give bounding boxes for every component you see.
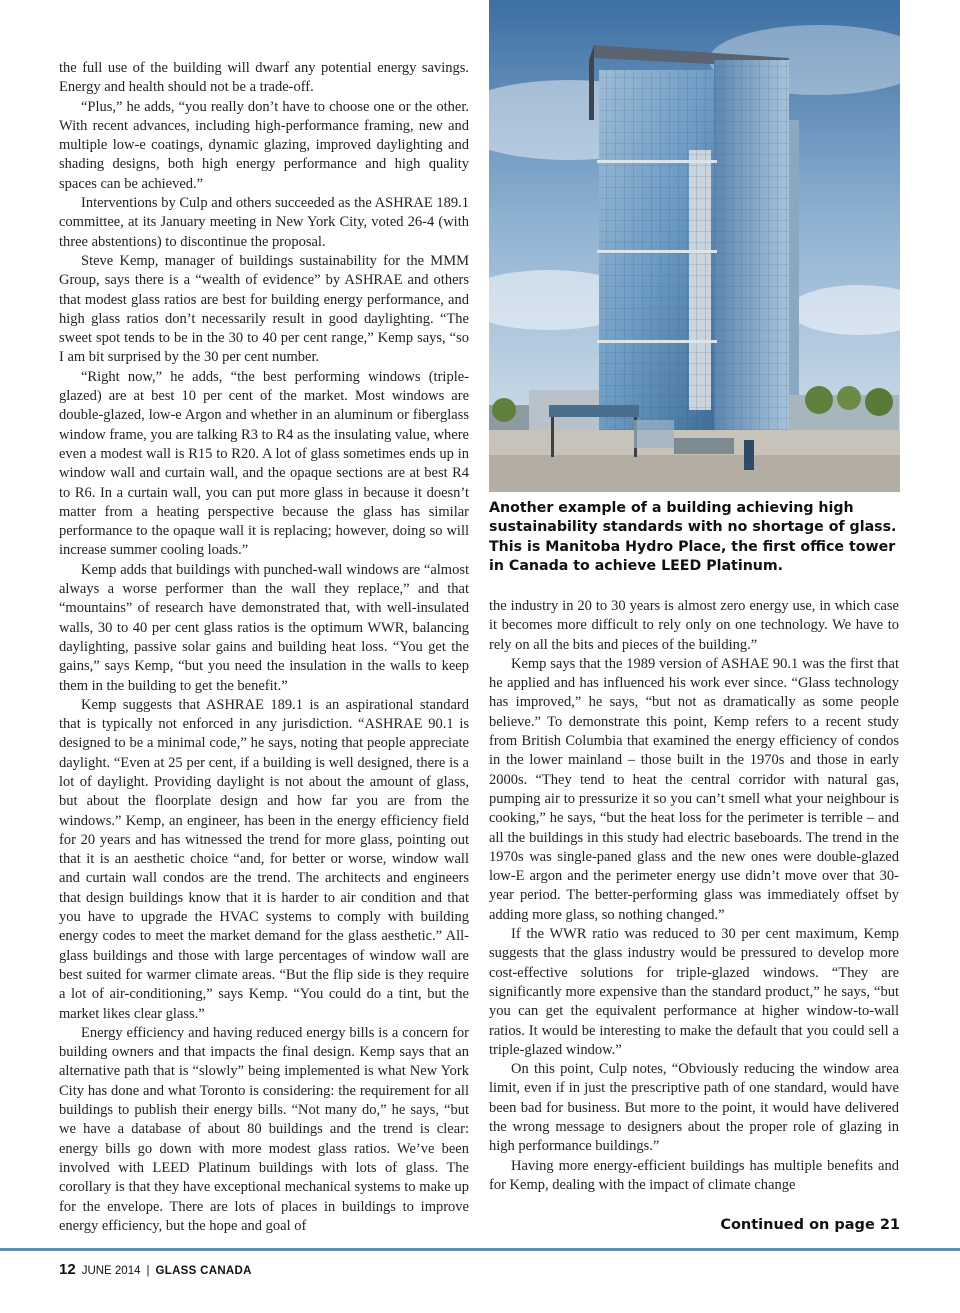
page-number: 12 xyxy=(59,1261,76,1278)
paragraph: Kemp suggests that ASHRAE 189.1 is an aspirational standard that is typically not enforced in any jurisdiction. “ASHRAE 90.1 is designed to be a minimal code,” he says, noting that people appreciate daylight. “Even at 25 per cent, if a building is well designed, there is a lot of daylight. Providing daylight is not about the amount of glass, but about the floorplate design and how far you are from the windows.” Kemp, an engineer, has been in the energy efficiency field for 20 years and has witnessed the trend for more glass, pointing out that it is an aesthetic choice “and, for better or worse, window wall and curtain wall condos are the trend. The architects and engineers that design buildings know that it is harder to air condition and that you have to upgrade the HVAC systems to comply with building energy codes to meet the market demand for the glass aesthetic.” All-glass buildings and those with large percentages of window wall are best suited for warmer climate areas. “But the flip side is they require a lot of air-conditioning,” says Kemp. “You could do a tint, but the market likes clear glass.” xyxy=(59,696,469,1022)
paragraph: Steve Kemp, manager of buildings sustainability for the MMM Group, says there is a “wealth of evidence” by ASHRAE and others that modest glass ratios are best for building energy performance, and high glass ratios don’t necessarily result in good daylighting. “The sweet spot tends to be in the 30 to 40 per cent range,” Kemp says, “so I am bit surprised by the 30 per cent number. xyxy=(59,252,469,366)
magazine-name: GLASS CANADA xyxy=(155,1265,252,1277)
right-column xyxy=(489,597,899,1195)
paragraph: Interventions by Culp and others succeeded as the ASHRAE 189.1 committee, at its January meeting in New York City, voted 26-4 (with three abstentions) to discontinue the proposal. xyxy=(59,195,469,250)
left-column xyxy=(59,59,469,1236)
paragraph: the industry in 20 to 30 years is almost zero energy use, in which case it becomes more difficult to rely only on one technology. We have to rely on all the bits and pieces of the building.” xyxy=(489,598,899,653)
continued-note: Continued on page 21 xyxy=(720,1217,900,1233)
paragraph: Having more energy-efficient buildings has multiple benefits and for Kemp, dealing with the impact of climate change xyxy=(489,1157,899,1193)
paragraph: Energy efficiency and having reduced energy bills is a concern for building owners and that impacts the final design. Kemp says that an alternative path that is “slowly” being implemented is what New York City has done and what Toronto is considering: the requirement for all buildings to publish their energy bills. “Not many do,” he says, “but we have a database of about 80 buildings and the trend is clear: energy bills go down with more modest glass ratios. We’ve been involved with LEED Platinum buildings with lots of glass. The corollary is that they have exceptional mechanical systems to make up for the envelope. There are lots of places in buildings to improve energy efficiency, but the hope and goal of xyxy=(59,1024,469,1234)
paragraph: the full use of the building will dwarf any potential energy savings. Energy and health should not be a trade-off. xyxy=(59,60,469,96)
paragraph: “Right now,” he adds, “the best performing windows (triple-glazed) are at best 10 per cent of the market. Most windows are double-glazed, low-e Argon and whether in an aluminum or fiberglass window frame, you are talking R3 to R4 as the insulating value, where even a modest wall is R15 to R20. A lot of glass sometimes ends up in window wall and curtain wall, and the opaque sections are at best R4 to R6. In a curtain wall, you can put more glass in because it doesn’t matter from a heating perspective because the glass has similar performance to the opaque wall it is replacing; however, doing so will increase summer cooling loads.” xyxy=(59,368,469,559)
issue-date: JUNE 2014 xyxy=(81,1265,141,1277)
footer xyxy=(59,1261,252,1278)
paragraph: Kemp adds that buildings with punched-wall windows are “almost always a worse performer than the wall they replace,” and that “mountains” of research have demonstrated that, with well-insulated walls, 30 to 40 per cent glass ratios is the optimum WWR, balancing daylighting, passive solar gains and building heat loss. “You get the gains,” says Kemp, “but you need the insulation in the walls to keep them in the building to get the benefit.” xyxy=(59,561,469,694)
paragraph: On this point, Culp notes, “Obviously reducing the window area limit, even if in just the prescriptive path of one standard, would have been bad for business. But more to the point, it would have delivered the wrong message to designers about the proper role of glazing in high performance buildings.” xyxy=(489,1061,899,1155)
footer-separator: | xyxy=(146,1265,150,1277)
paragraph: If the WWR ratio was reduced to 30 per cent maximum, Kemp suggests that the glass industry would be pressured to develop more cost-effective solutions for triple-glazed windows. “They are significantly more expensive than the standard product,” he says, “but you can get the equivalent performance at higher window-to-wall ratios. It would be interesting to make the default that you could sell a triple-glazed window.” xyxy=(489,926,899,1058)
footer-rule xyxy=(0,1248,960,1251)
paragraph: Kemp says that the 1989 version of ASHAE 90.1 was the first that he applied and has influenced his work ever since. “Glass technology has improved,” he says, “but not as dramatically as some people believe.” To demonstrate this point, Kemp refers to a recent study from British Columbia that examined the energy efficiency of condos in the lower mainland – those built in the 1970s and those in early 2000s. “They tend to heat the central corridor with natural gas, pumping air to pressurize it so you can’t smell what your neighbour is cooking,” he says, “but the heat loss for the perimeter is terrible – and all the buildings in this study had electric baseboards. The trend in the 1970s was single-paned glass and the new ones were double-glazed low-E argon and the perimeter energy use didn’t move over that 30-year period. The better-performing glass was immediately offset by adding more glass, so nothing changed.” xyxy=(489,655,899,923)
photo-caption: Another example of a building achieving high sustainability standards with no shortage of glass. This is Manitoba Hydro Place, the first office tower in Canada to achieve LEED Platinum. xyxy=(489,500,897,574)
paragraph: “Plus,” he adds, “you really don’t have to choose one or the other. With recent advances, including high-performance framing, new and multiple low-e coatings, dynamic glazing, improved daylighting and shading designs, both high energy performance and high quality spaces can be achieved.” xyxy=(59,98,469,192)
building-photo xyxy=(489,0,900,492)
